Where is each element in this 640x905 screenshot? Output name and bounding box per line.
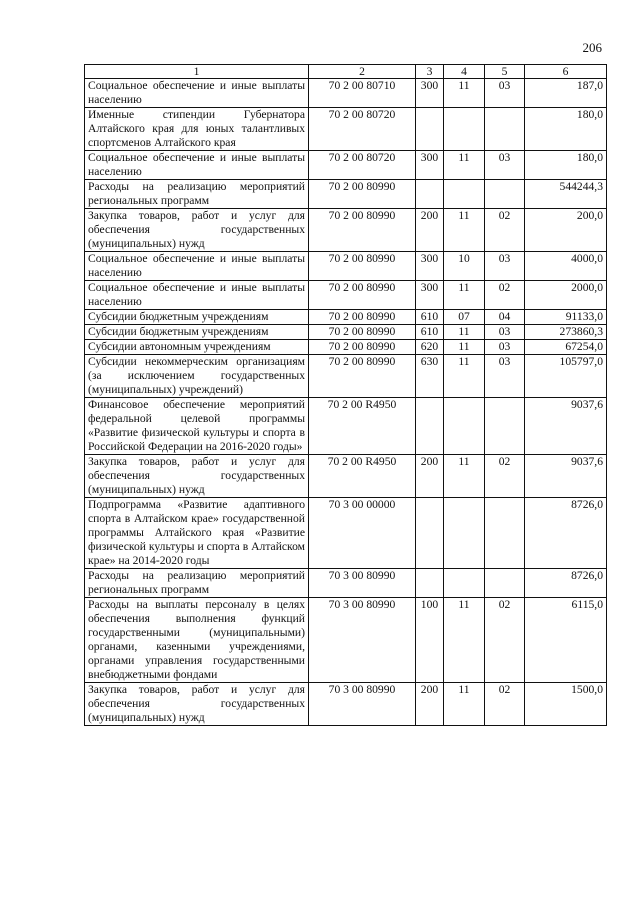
row-col4: 11 bbox=[444, 325, 485, 340]
row-amount: 4000,0 bbox=[525, 252, 607, 281]
row-code: 70 2 00 80990 bbox=[309, 355, 416, 398]
table-row bbox=[85, 683, 607, 726]
row-name: Расходы на реализацию мероприятий региональных программ bbox=[85, 569, 309, 598]
row-col3: 300 bbox=[416, 151, 444, 180]
row-col5: 03 bbox=[485, 151, 525, 180]
table-row bbox=[85, 151, 607, 180]
table-row bbox=[85, 455, 607, 498]
row-col5 bbox=[485, 108, 525, 151]
row-name: Расходы на реализацию мероприятий региональных программ bbox=[85, 180, 309, 209]
row-name: Закупка товаров, работ и услуг для обеспечения государственных (муниципальных) нужд bbox=[85, 455, 309, 498]
row-col4: 11 bbox=[444, 598, 485, 683]
row-col5: 04 bbox=[485, 310, 525, 325]
row-col4 bbox=[444, 108, 485, 151]
table-row bbox=[85, 398, 607, 455]
table-row bbox=[85, 79, 607, 108]
row-col3: 300 bbox=[416, 281, 444, 310]
row-code: 70 2 00 80990 bbox=[309, 340, 416, 355]
row-col3 bbox=[416, 180, 444, 209]
row-name: Именные стипендии Губернатора Алтайского края для юных талантливых спортсменов Алтайского края bbox=[85, 108, 309, 151]
table-row bbox=[85, 310, 607, 325]
row-amount: 8726,0 bbox=[525, 498, 607, 569]
row-amount: 187,0 bbox=[525, 79, 607, 108]
row-col4: 10 bbox=[444, 252, 485, 281]
column-header: 6 bbox=[525, 65, 607, 79]
row-col5: 02 bbox=[485, 455, 525, 498]
table-row bbox=[85, 209, 607, 252]
row-col3 bbox=[416, 569, 444, 598]
row-name: Подпрограмма «Развитие адаптивного спорта в Алтайском крае» государственной программы Алтайского края «Развитие физической культуры и спорта в Алтайском крае» на 2014-2020 годы bbox=[85, 498, 309, 569]
row-col5: 03 bbox=[485, 355, 525, 398]
row-amount: 9037,6 bbox=[525, 455, 607, 498]
page-number: 206 bbox=[582, 40, 602, 55]
row-col3: 300 bbox=[416, 252, 444, 281]
row-col4: 11 bbox=[444, 355, 485, 398]
row-col5: 02 bbox=[485, 598, 525, 683]
row-col3: 100 bbox=[416, 598, 444, 683]
row-code: 70 2 00 80990 bbox=[309, 310, 416, 325]
table-row bbox=[85, 355, 607, 398]
row-amount: 180,0 bbox=[525, 108, 607, 151]
row-name: Социальное обеспечение и иные выплаты населению bbox=[85, 281, 309, 310]
row-col4: 11 bbox=[444, 209, 485, 252]
row-col5: 03 bbox=[485, 340, 525, 355]
row-col5: 03 bbox=[485, 325, 525, 340]
table-row bbox=[85, 108, 607, 151]
column-header: 5 bbox=[485, 65, 525, 79]
row-amount: 6115,0 bbox=[525, 598, 607, 683]
row-col3: 610 bbox=[416, 310, 444, 325]
row-col4: 11 bbox=[444, 79, 485, 108]
row-name: Закупка товаров, работ и услуг для обеспечения государственных (муниципальных) нужд bbox=[85, 683, 309, 726]
row-col5: 03 bbox=[485, 79, 525, 108]
row-amount: 67254,0 bbox=[525, 340, 607, 355]
row-col3: 200 bbox=[416, 455, 444, 498]
column-header: 2 bbox=[309, 65, 416, 79]
column-header: 3 bbox=[416, 65, 444, 79]
row-amount: 200,0 bbox=[525, 209, 607, 252]
row-code: 70 3 00 80990 bbox=[309, 683, 416, 726]
row-col3 bbox=[416, 108, 444, 151]
row-col3: 300 bbox=[416, 79, 444, 108]
row-name: Закупка товаров, работ и услуг для обеспечения государственных (муниципальных) нужд bbox=[85, 209, 309, 252]
row-col3: 200 bbox=[416, 209, 444, 252]
row-code: 70 2 00 R4950 bbox=[309, 398, 416, 455]
row-col4 bbox=[444, 498, 485, 569]
row-col4: 11 bbox=[444, 340, 485, 355]
table-row bbox=[85, 180, 607, 209]
column-header: 1 bbox=[85, 65, 309, 79]
row-amount: 8726,0 bbox=[525, 569, 607, 598]
row-col3: 620 bbox=[416, 340, 444, 355]
row-code: 70 2 00 80720 bbox=[309, 108, 416, 151]
row-amount: 273860,3 bbox=[525, 325, 607, 340]
row-col3 bbox=[416, 398, 444, 455]
row-col5: 02 bbox=[485, 281, 525, 310]
row-col5 bbox=[485, 498, 525, 569]
row-col4: 07 bbox=[444, 310, 485, 325]
row-name: Расходы на выплаты персоналу в целях обеспечения выполнения функций государственными (муниципальными) органами, казенными учреждениями, органами управления государственными внебюджетными фондами bbox=[85, 598, 309, 683]
row-col4: 11 bbox=[444, 455, 485, 498]
row-code: 70 2 00 R4950 bbox=[309, 455, 416, 498]
row-code: 70 3 00 80990 bbox=[309, 569, 416, 598]
row-code: 70 2 00 80990 bbox=[309, 209, 416, 252]
row-col5 bbox=[485, 180, 525, 209]
table-body bbox=[85, 79, 607, 726]
column-header: 4 bbox=[444, 65, 485, 79]
row-amount: 91133,0 bbox=[525, 310, 607, 325]
row-name: Социальное обеспечение и иные выплаты населению bbox=[85, 252, 309, 281]
row-code: 70 3 00 80990 bbox=[309, 598, 416, 683]
table-row bbox=[85, 569, 607, 598]
row-name: Субсидии бюджетным учреждениям bbox=[85, 325, 309, 340]
table-row bbox=[85, 325, 607, 340]
row-amount: 9037,6 bbox=[525, 398, 607, 455]
row-col3: 630 bbox=[416, 355, 444, 398]
row-col4 bbox=[444, 398, 485, 455]
table-row bbox=[85, 252, 607, 281]
row-code: 70 2 00 80720 bbox=[309, 151, 416, 180]
row-code: 70 2 00 80990 bbox=[309, 252, 416, 281]
row-amount: 180,0 bbox=[525, 151, 607, 180]
row-code: 70 2 00 80990 bbox=[309, 325, 416, 340]
row-amount: 105797,0 bbox=[525, 355, 607, 398]
row-name: Субсидии некоммерческим организациям (за исключением государственных (муниципальных) учреждений) bbox=[85, 355, 309, 398]
row-col3 bbox=[416, 498, 444, 569]
row-col4 bbox=[444, 180, 485, 209]
row-code: 70 2 00 80990 bbox=[309, 281, 416, 310]
table-row bbox=[85, 498, 607, 569]
row-amount: 2000,0 bbox=[525, 281, 607, 310]
row-amount: 544244,3 bbox=[525, 180, 607, 209]
row-col3: 610 bbox=[416, 325, 444, 340]
table-row bbox=[85, 598, 607, 683]
row-col5 bbox=[485, 398, 525, 455]
row-col4: 11 bbox=[444, 683, 485, 726]
table-row bbox=[85, 340, 607, 355]
row-col5: 02 bbox=[485, 209, 525, 252]
row-col5: 02 bbox=[485, 683, 525, 726]
row-amount: 1500,0 bbox=[525, 683, 607, 726]
row-code: 70 3 00 00000 bbox=[309, 498, 416, 569]
row-code: 70 2 00 80990 bbox=[309, 180, 416, 209]
table-row bbox=[85, 281, 607, 310]
row-name: Социальное обеспечение и иные выплаты населению bbox=[85, 151, 309, 180]
row-col4: 11 bbox=[444, 151, 485, 180]
row-col5 bbox=[485, 569, 525, 598]
row-col3: 200 bbox=[416, 683, 444, 726]
row-name: Субсидии бюджетным учреждениям bbox=[85, 310, 309, 325]
row-col5: 03 bbox=[485, 252, 525, 281]
row-col4 bbox=[444, 569, 485, 598]
row-name: Финансовое обеспечение мероприятий федеральной целевой программы «Развитие физической культуры и спорта в Российской Федерации на 2016-2020 годы» bbox=[85, 398, 309, 455]
row-name: Социальное обеспечение и иные выплаты населению bbox=[85, 79, 309, 108]
row-name: Субсидии автономным учреждениям bbox=[85, 340, 309, 355]
row-code: 70 2 00 80710 bbox=[309, 79, 416, 108]
row-col4: 11 bbox=[444, 281, 485, 310]
budget-table bbox=[84, 64, 607, 726]
table-header-row bbox=[85, 65, 607, 79]
